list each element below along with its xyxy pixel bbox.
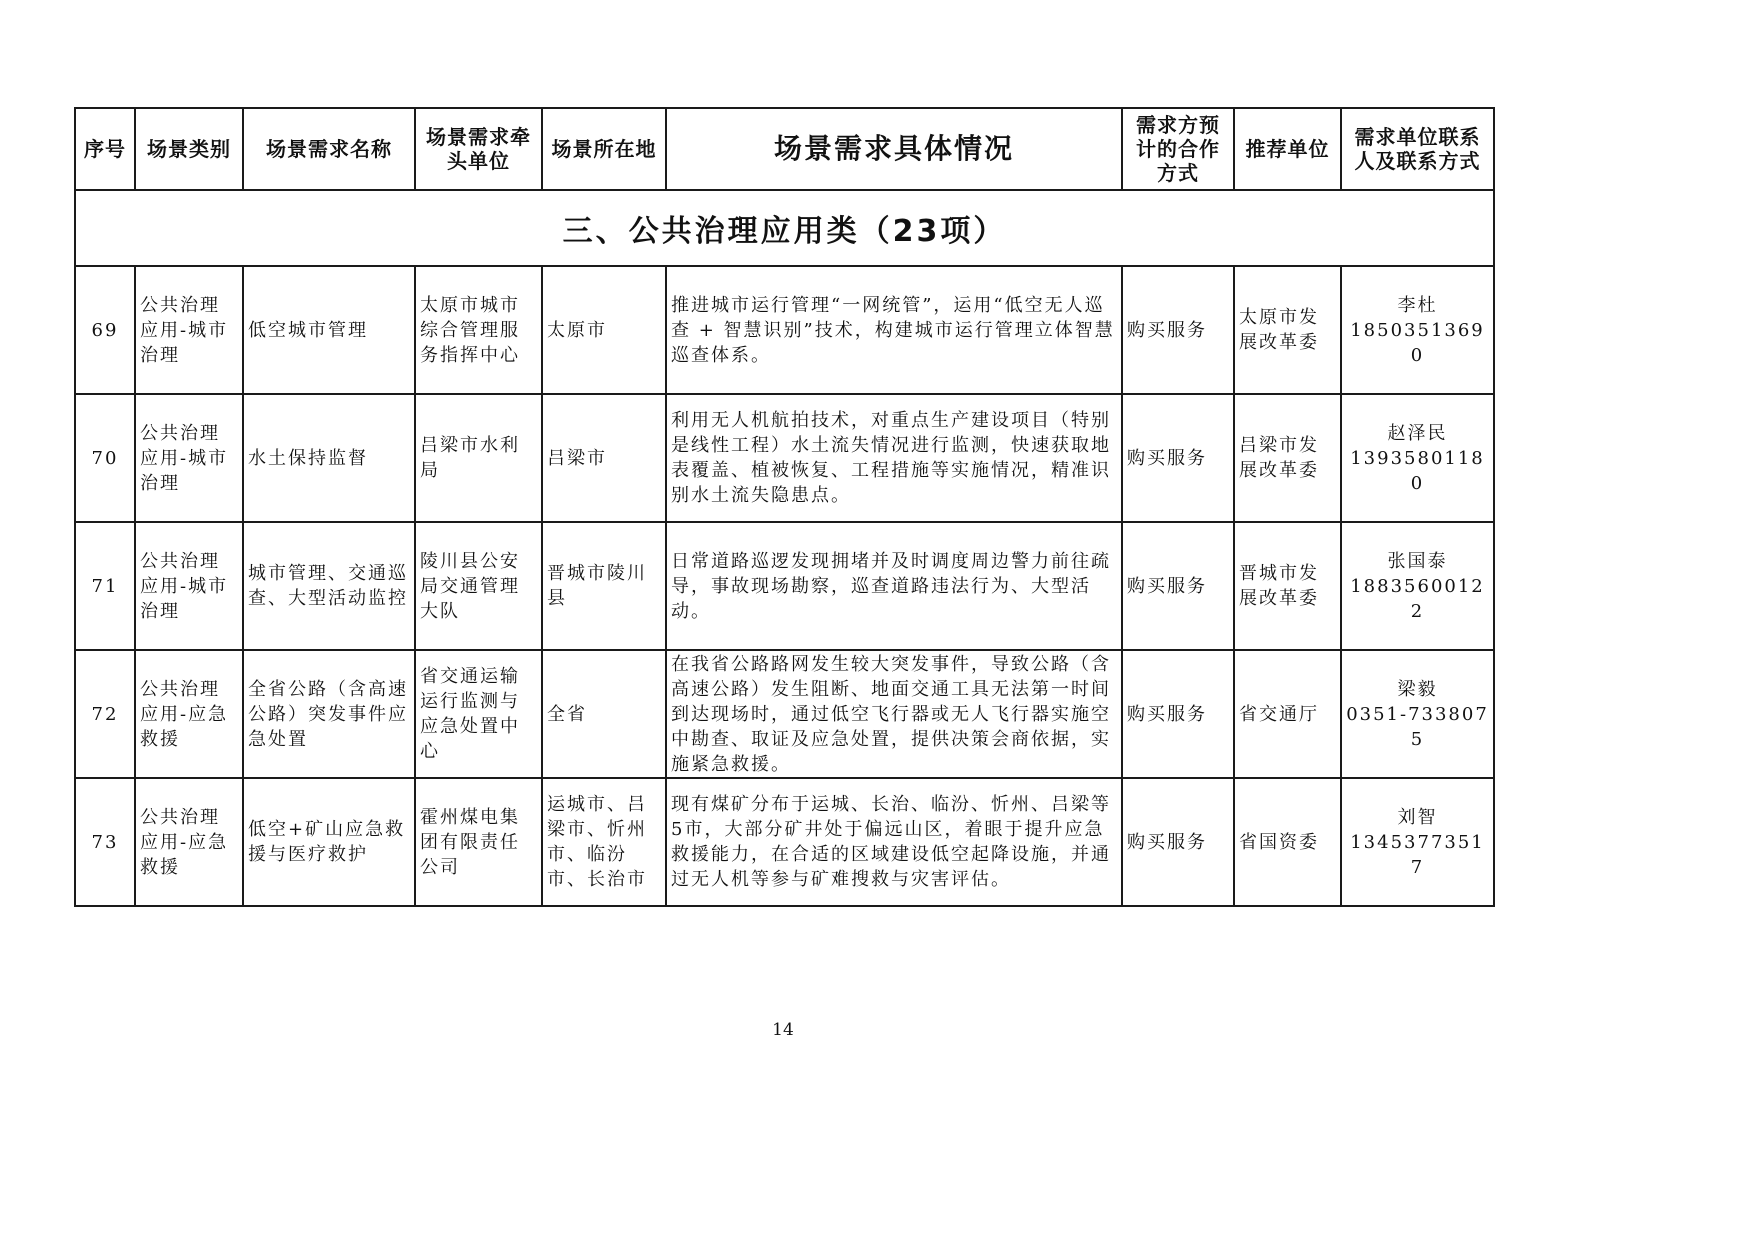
header-category: 场景类别 — [135, 108, 243, 190]
cell-recommender: 太原市发展改革委 — [1234, 266, 1341, 394]
contact-phone: 13935801180 — [1350, 447, 1485, 494]
cell-recommender: 省国资委 — [1234, 778, 1341, 906]
cell-lead-unit: 霍州煤电集团有限责任公司 — [415, 778, 542, 906]
cell-contact — [1341, 394, 1494, 522]
cell-recommender: 省交通厅 — [1234, 650, 1341, 778]
cell-no: 72 — [75, 650, 135, 778]
cell-name: 低空+矿山应急救援与医疗救护 — [243, 778, 415, 906]
cell-category: 公共治理应用-城市治理 — [135, 394, 243, 522]
header-lead-unit: 场景需求牵头单位 — [415, 108, 542, 190]
page-number: 14 — [772, 1020, 794, 1040]
cell-cooperation: 购买服务 — [1122, 394, 1234, 522]
contact-name: 李杜 — [1397, 294, 1438, 316]
cell-cooperation: 购买服务 — [1122, 522, 1234, 650]
table-row — [75, 266, 1494, 394]
cell-contact — [1341, 266, 1494, 394]
cell-no: 71 — [75, 522, 135, 650]
cell-category: 公共治理应用-城市治理 — [135, 522, 243, 650]
cell-details: 现有煤矿分布于运城、长治、临汾、忻州、吕梁等5市，大部分矿井处于偏远山区，着眼于提升应急救援能力，在合适的区域建设低空起降设施，并通过无人机等参与矿难搜救与灾害评估。 — [666, 778, 1122, 906]
cell-recommender: 晋城市发展改革委 — [1234, 522, 1341, 650]
header-no: 序号 — [75, 108, 135, 190]
cell-location: 运城市、吕梁市、忻州市、临汾市、长治市 — [542, 778, 666, 906]
section-title: 三、公共治理应用类（23项） — [75, 190, 1494, 266]
cell-contact — [1341, 650, 1494, 778]
cell-contact — [1341, 778, 1494, 906]
cell-lead-unit: 太原市城市综合管理服务指挥中心 — [415, 266, 542, 394]
contact-name: 赵泽民 — [1387, 422, 1448, 444]
header-location: 场景所在地 — [542, 108, 666, 190]
cell-no: 69 — [75, 266, 135, 394]
cell-category: 公共治理应用-城市治理 — [135, 266, 243, 394]
scenario-demand-table — [74, 107, 1495, 907]
header-name: 场景需求名称 — [243, 108, 415, 190]
cell-name: 低空城市管理 — [243, 266, 415, 394]
header-recommender: 推荐单位 — [1234, 108, 1341, 190]
cell-lead-unit: 省交通运输运行监测与应急处置中心 — [415, 650, 542, 778]
cell-name: 全省公路（含高速公路）突发事件应急处置 — [243, 650, 415, 778]
header-contact: 需求单位联系人及联系方式 — [1341, 108, 1494, 190]
cell-recommender: 吕梁市发展改革委 — [1234, 394, 1341, 522]
contact-phone: 18503513690 — [1350, 319, 1485, 366]
cell-no: 70 — [75, 394, 135, 522]
contact-phone: 18835600122 — [1350, 575, 1485, 622]
cell-location: 太原市 — [542, 266, 666, 394]
header-cooperation: 需求方预计的合作方式 — [1122, 108, 1234, 190]
cell-cooperation: 购买服务 — [1122, 650, 1234, 778]
contact-name: 张国泰 — [1387, 550, 1448, 572]
cell-details: 在我省公路路网发生较大突发事件，导致公路（含高速公路）发生阻断、地面交通工具无法第一时间到达现场时，通过低空飞行器或无人飞行器实施空中勘查、取证及应急处置，提供决策会商依据，实施紧急救援。 — [666, 650, 1122, 778]
cell-cooperation: 购买服务 — [1122, 266, 1234, 394]
contact-phone: 0351-7338075 — [1346, 703, 1489, 750]
table-row — [75, 778, 1494, 906]
contact-name: 刘智 — [1397, 806, 1438, 828]
cell-details: 推进城市运行管理“一网统管”，运用“低空无人巡查 + 智慧识别”技术，构建城市运行管理立体智慧巡查体系。 — [666, 266, 1122, 394]
cell-lead-unit: 吕梁市水利局 — [415, 394, 542, 522]
cell-details: 日常道路巡逻发现拥堵并及时调度周边警力前往疏导，事故现场勘察，巡查道路违法行为、大型活动。 — [666, 522, 1122, 650]
cell-name: 城市管理、交通巡查、大型活动监控 — [243, 522, 415, 650]
cell-location: 全省 — [542, 650, 666, 778]
cell-category: 公共治理应用-应急救援 — [135, 650, 243, 778]
header-details: 场景需求具体情况 — [666, 108, 1122, 190]
cell-location: 吕梁市 — [542, 394, 666, 522]
cell-name: 水土保持监督 — [243, 394, 415, 522]
cell-no: 73 — [75, 778, 135, 906]
cell-location: 晋城市陵川县 — [542, 522, 666, 650]
cell-details: 利用无人机航拍技术，对重点生产建设项目（特别是线性工程）水土流失情况进行监测，快速获取地表覆盖、植被恢复、工程措施等实施情况，精准识别水土流失隐患点。 — [666, 394, 1122, 522]
table-row — [75, 522, 1494, 650]
cell-lead-unit: 陵川县公安局交通管理大队 — [415, 522, 542, 650]
table-row — [75, 394, 1494, 522]
cell-category: 公共治理应用-应急救援 — [135, 778, 243, 906]
cell-cooperation: 购买服务 — [1122, 778, 1234, 906]
section-row — [75, 190, 1494, 266]
cell-contact — [1341, 522, 1494, 650]
contact-name: 梁毅 — [1397, 678, 1438, 700]
table-row — [75, 650, 1494, 778]
header-row — [75, 108, 1494, 190]
contact-phone: 13453773517 — [1350, 831, 1485, 878]
